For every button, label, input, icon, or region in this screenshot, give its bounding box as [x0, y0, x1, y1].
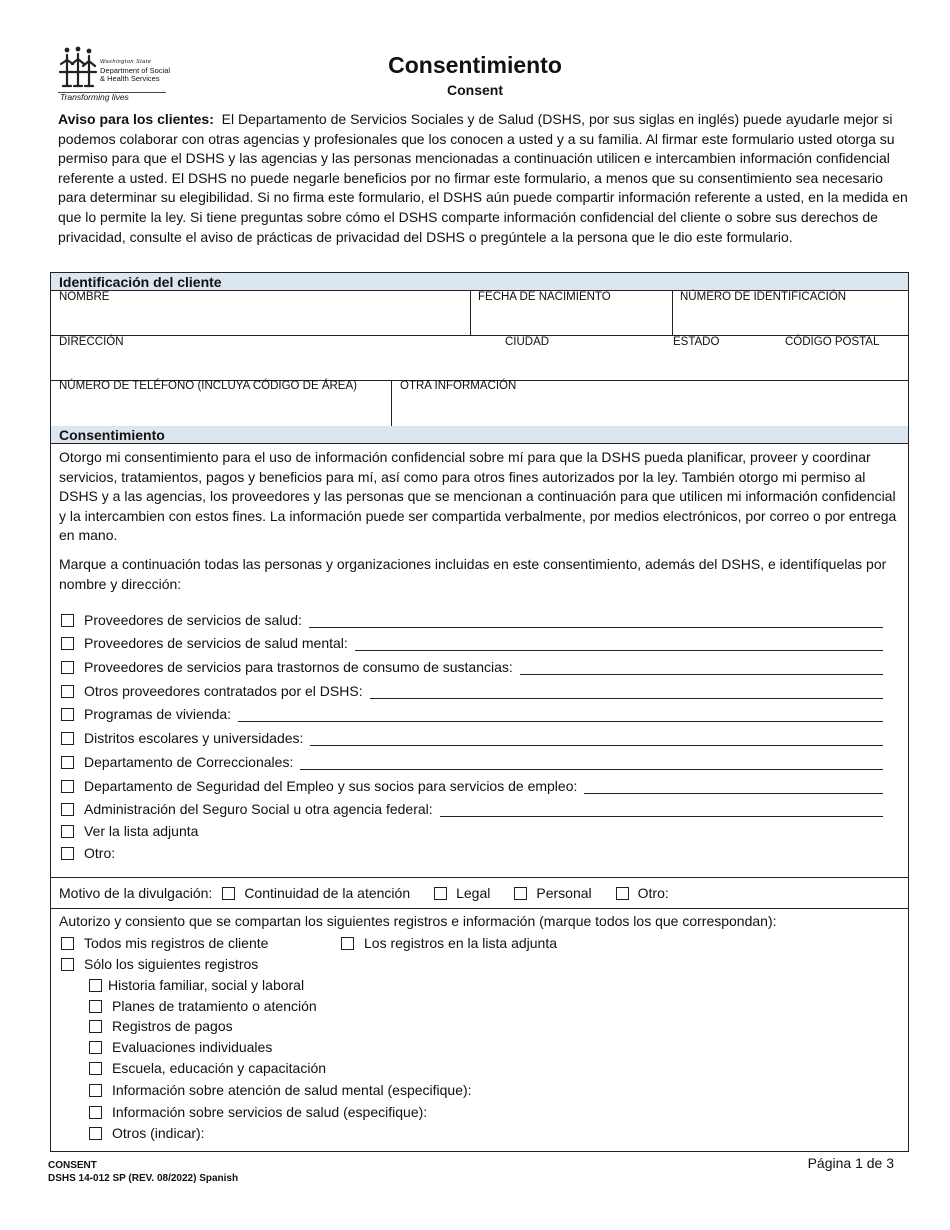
party-checkbox[interactable] — [61, 780, 74, 793]
record-item-checkbox[interactable] — [89, 1106, 102, 1119]
party-name-field[interactable] — [309, 627, 883, 628]
party-checkbox[interactable] — [61, 661, 74, 674]
party-label: Proveedores de servicios de salud mental: — [84, 635, 348, 651]
party-checkbox[interactable] — [61, 847, 74, 860]
record-item-row — [89, 1103, 427, 1121]
party-label: Departamento de Seguridad del Empleo y sus socios para servicios de empleo: — [84, 778, 578, 794]
client-id-heading: Identificación del cliente — [51, 273, 908, 291]
party-name-field[interactable] — [310, 745, 883, 746]
form-name: CONSENT — [48, 1160, 97, 1171]
page-number: Página 1 de 3 — [807, 1155, 894, 1171]
records-attached-row — [341, 934, 557, 952]
checkbox-all-records[interactable] — [61, 937, 74, 950]
agency-state: Washington State — [100, 59, 152, 65]
record-item-row — [89, 1017, 233, 1035]
checkbox-attached-records[interactable] — [341, 937, 354, 950]
record-item-row — [89, 997, 317, 1015]
party-name-field[interactable] — [238, 721, 883, 722]
record-item-row — [89, 1081, 472, 1099]
agency-line-2: & Health Services — [100, 74, 160, 83]
consent-heading: Consentimiento — [51, 426, 908, 444]
records-only-label: Sólo los siguientes registros — [84, 956, 259, 972]
record-item-label: Registros de pagos — [112, 1018, 233, 1034]
records-intro: Autorizo y consiento que se compartan los siguientes registros e información (marque todos los que correspondan): — [59, 913, 777, 929]
consent-form — [50, 272, 909, 1152]
dob-label: FECHA DE NACIMIENTO — [478, 291, 611, 303]
party-checkbox[interactable] — [61, 685, 74, 698]
consent-paragraph-1: Otorgo mi consentimiento para el uso de información confidencial sobre mí para que la DSHS pueda planificar, proveer y coordinar servicios, tratamientos, pagos y beneficios para mí, así como para otros fines autorizados por la ley. También otorgo mi permiso al DSHS y a las agencias, los proveedores y las personas que se mencionan a continuación para que utilicen mi información confidencial y la intercambien con estos fines. La información puede ser compartida verbalmente, por medios electrónicos, por correo o por entrega en mano. — [59, 449, 897, 544]
party-row — [61, 844, 115, 862]
party-label: Programas de vivienda: — [84, 706, 232, 722]
party-label: Proveedores de servicios para trastornos de consumo de sustancias: — [84, 659, 513, 675]
record-item-row — [89, 1059, 326, 1077]
checkbox-continuity[interactable] — [222, 887, 235, 900]
party-name-field[interactable] — [584, 793, 883, 794]
divider — [51, 908, 908, 909]
party-label: Distritos escolares y universidades: — [84, 730, 304, 746]
other-info-label: OTRA INFORMACIÓN — [400, 380, 517, 392]
record-item-checkbox[interactable] — [89, 1084, 102, 1097]
record-item-row — [89, 1124, 205, 1142]
divider — [51, 335, 908, 336]
party-row — [61, 682, 363, 700]
id-number-label: NÚMERO DE IDENTIFICACIÓN — [680, 291, 847, 303]
address-label: DIRECCIÓN — [59, 336, 124, 348]
state-label: ESTADO — [673, 336, 720, 348]
party-checkbox[interactable] — [61, 732, 74, 745]
divider — [672, 291, 673, 335]
party-name-field[interactable] — [370, 698, 883, 699]
record-item-checkbox[interactable] — [89, 1041, 102, 1054]
party-label: Proveedores de servicios de salud: — [84, 612, 302, 628]
party-checkbox[interactable] — [61, 756, 74, 769]
party-label: Ver la lista adjunta — [84, 823, 199, 839]
party-checkbox[interactable] — [61, 614, 74, 627]
divider — [470, 291, 471, 335]
divider — [51, 877, 908, 878]
records-attached-label: Los registros en la lista adjunta — [364, 935, 557, 951]
record-item-checkbox[interactable] — [89, 1000, 102, 1013]
option-other: Otro: — [637, 885, 669, 901]
party-checkbox[interactable] — [61, 637, 74, 650]
record-item-row — [89, 1038, 272, 1056]
party-row — [61, 822, 198, 840]
page-title: Consentimiento — [388, 52, 562, 78]
page-subtitle: Consent — [447, 82, 503, 98]
phone-label: NÚMERO DE TELÉFONO (INCLUYA CÓDIGO DE ÁREA) — [59, 380, 357, 392]
party-label: Otros proveedores contratados por el DSHS: — [84, 683, 363, 699]
party-checkbox[interactable] — [61, 803, 74, 816]
notice-lead: Aviso para los clientes: — [58, 111, 214, 127]
record-item-checkbox[interactable] — [89, 1062, 102, 1075]
party-row — [61, 777, 577, 795]
consent-paragraph-2: Marque a continuación todas las personas y organizaciones incluidas en este consentimiento, además del DSHS, e identifíquelas por nombre y dirección: — [59, 556, 887, 592]
party-label: Administración del Seguro Social u otra agencia federal: — [84, 801, 433, 817]
party-row — [61, 705, 231, 723]
checkbox-only-records[interactable] — [61, 958, 74, 971]
checkbox-other-reason[interactable] — [616, 887, 629, 900]
option-continuity: Continuidad de la atención — [244, 885, 411, 901]
party-name-field[interactable] — [300, 769, 883, 770]
party-label: Otro: — [84, 845, 116, 861]
disclosure-reason-row — [59, 884, 669, 902]
party-checkbox[interactable] — [61, 825, 74, 838]
record-item-label: Planes de tratamiento o atención — [112, 998, 317, 1014]
record-item-label: Información sobre servicios de salud (especifique): — [112, 1104, 428, 1120]
divider — [391, 380, 392, 426]
party-name-field[interactable] — [520, 674, 883, 675]
form-footer — [48, 1159, 238, 1185]
record-item-checkbox[interactable] — [89, 979, 102, 992]
checkbox-legal[interactable] — [434, 887, 447, 900]
records-only-row — [61, 955, 258, 973]
notice-text: El Departamento de Servicios Sociales y de Salud (DSHS, por sus siglas en inglés) puede ayudarle mejor si podemos colaborar con otras agencias y profesionales que los conocen a usted y a su familia. Al firmar este formulario usted otorga su permiso para que el DSHS y las agencias y las personas mencionadas a continuación utilicen e intercambien información confidencial referente a usted. El DSHS no puede negarle beneficios por no firmar este formulario, a menos que su consentimiento sea necesario para determinar su elegibilidad. Si no firma este formulario, el DSHS aún puede compartir información referente a usted, en la medida en que lo permite la ley. Si tiene preguntas sobre cómo el DSHS comparte información confidencial del cliente o sobre sus derechos de privacidad, consulte el aviso de prácticas de privacidad del DSHS o pregúntele a la persona que le dio este formulario. — [58, 111, 908, 245]
disclosure-label: Motivo de la divulgación: — [59, 885, 213, 901]
option-personal: Personal — [536, 885, 592, 901]
records-all-row — [61, 934, 268, 952]
party-label: Departamento de Correccionales: — [84, 754, 294, 770]
party-row — [61, 729, 303, 747]
zip-label: CÓDIGO POSTAL — [785, 336, 880, 348]
record-item-label: Otros (indicar): — [112, 1125, 205, 1141]
records-all-label: Todos mis registros de cliente — [84, 935, 269, 951]
checkbox-personal[interactable] — [514, 887, 527, 900]
record-item-label: Evaluaciones individuales — [112, 1039, 273, 1055]
party-checkbox[interactable] — [61, 708, 74, 721]
city-label: CIUDAD — [505, 336, 550, 348]
record-item-label: Información sobre atención de salud mental (especifique): — [112, 1082, 472, 1098]
record-item-checkbox[interactable] — [89, 1020, 102, 1033]
agency-line-1: Department of Social — [100, 65, 171, 75]
record-item-label: Historia familiar, social y laboral — [108, 977, 305, 993]
client-notice — [58, 110, 908, 247]
option-legal: Legal — [456, 885, 491, 901]
party-row — [61, 634, 348, 652]
party-name-field[interactable] — [440, 816, 883, 817]
record-item-row — [89, 976, 304, 994]
party-row — [61, 753, 293, 771]
party-row — [61, 800, 433, 818]
party-row — [61, 658, 513, 676]
form-id: DSHS 14-012 SP (REV. 08/2022) Spanish — [48, 1173, 239, 1184]
party-name-field[interactable] — [355, 650, 883, 651]
record-item-checkbox[interactable] — [89, 1127, 102, 1140]
name-label: NOMBRE — [59, 291, 110, 303]
party-row — [61, 611, 302, 629]
record-item-label: Escuela, educación y capacitación — [112, 1060, 327, 1076]
logo-tagline: Transforming lives — [60, 92, 129, 102]
